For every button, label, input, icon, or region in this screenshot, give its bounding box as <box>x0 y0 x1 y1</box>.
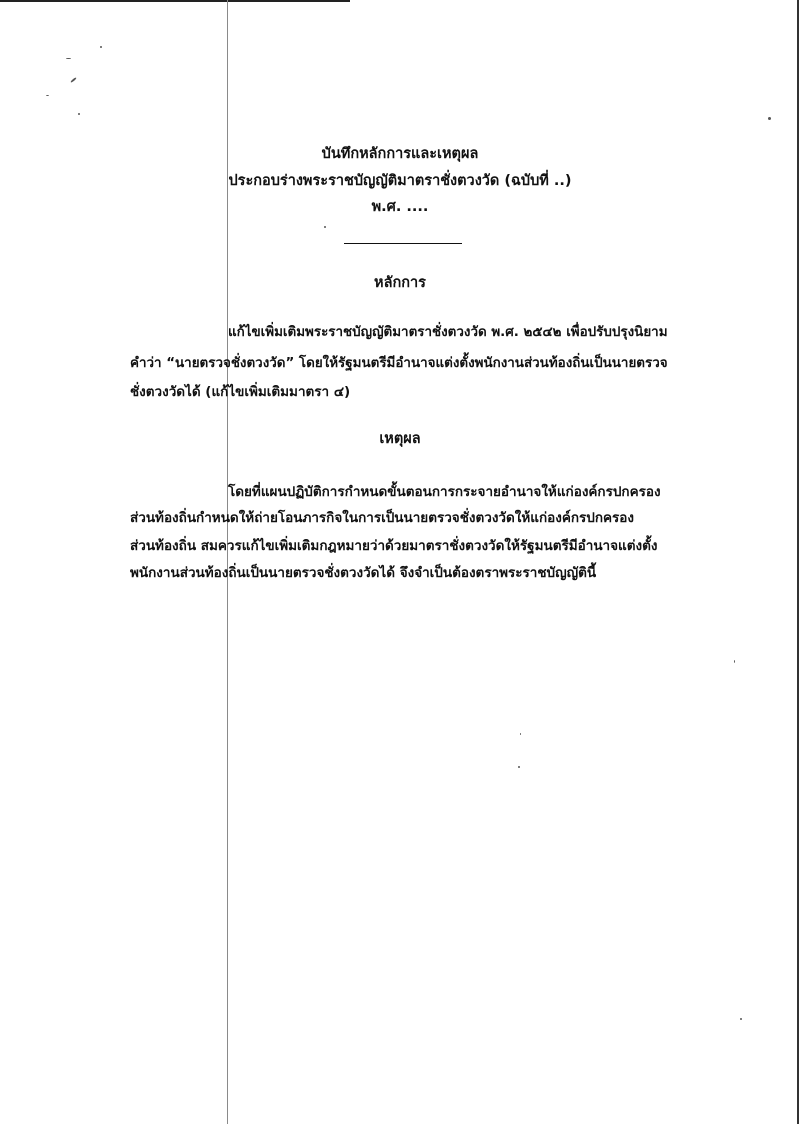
principle-line: คำว่า “นายตรวจชั่งตวงวัด” โดยให้รัฐมนตรีมีอำนาจแต่งตั้งพนักงานส่วนท้องถิ่นเป็นนายตรวจ <box>130 355 668 371</box>
document-subtitle: ประกอบร่างพระราชบัญญัติมาตราชั่งตวงวัด (ฉบับที่ ..) <box>228 173 572 189</box>
reason-line: พนักงานส่วนท้องถิ่นเป็นนายตรวจชั่งตวงวัดได้ จึงจำเป็นต้องตราพระราชบัญญัตินี้ <box>130 565 597 581</box>
principle-line: ชั่งตวงวัดได้ (แก้ไขเพิ่มเติมมาตรา ๔) <box>130 384 351 400</box>
document-year: พ.ศ. .... <box>371 199 429 215</box>
principle-line: แก้ไขเพิ่มเติมพระราชบัญญัติมาตราชั่งตวงวัด พ.ศ. ๒๕๔๒ เพื่อปรับปรุงนิยาม <box>228 324 668 340</box>
document-title: บันทึกหลักการและเหตุผล <box>321 146 479 162</box>
reason-line: โดยที่แผนปฏิบัติการกำหนดขั้นตอนการกระจายอำนาจให้แก่องค์กรปกครอง <box>228 484 661 500</box>
principle-heading: หลักการ <box>374 275 426 291</box>
reason-heading: เหตุผล <box>379 431 421 447</box>
reason-line: ส่วนท้องถิ่นกำหนดให้ถ่ายโอนภารกิจในการเป็นนายตรวจชั่งตวงวัดให้แก่องค์กรปกครอง <box>130 510 635 526</box>
reason-line: ส่วนท้องถิ่น สมควรแก้ไขเพิ่มเติมกฎหมายว่าด้วยมาตราชั่งตวงวัดให้รัฐมนตรีมีอำนาจแต่งตั้ง <box>130 538 658 554</box>
title-divider <box>344 243 462 244</box>
